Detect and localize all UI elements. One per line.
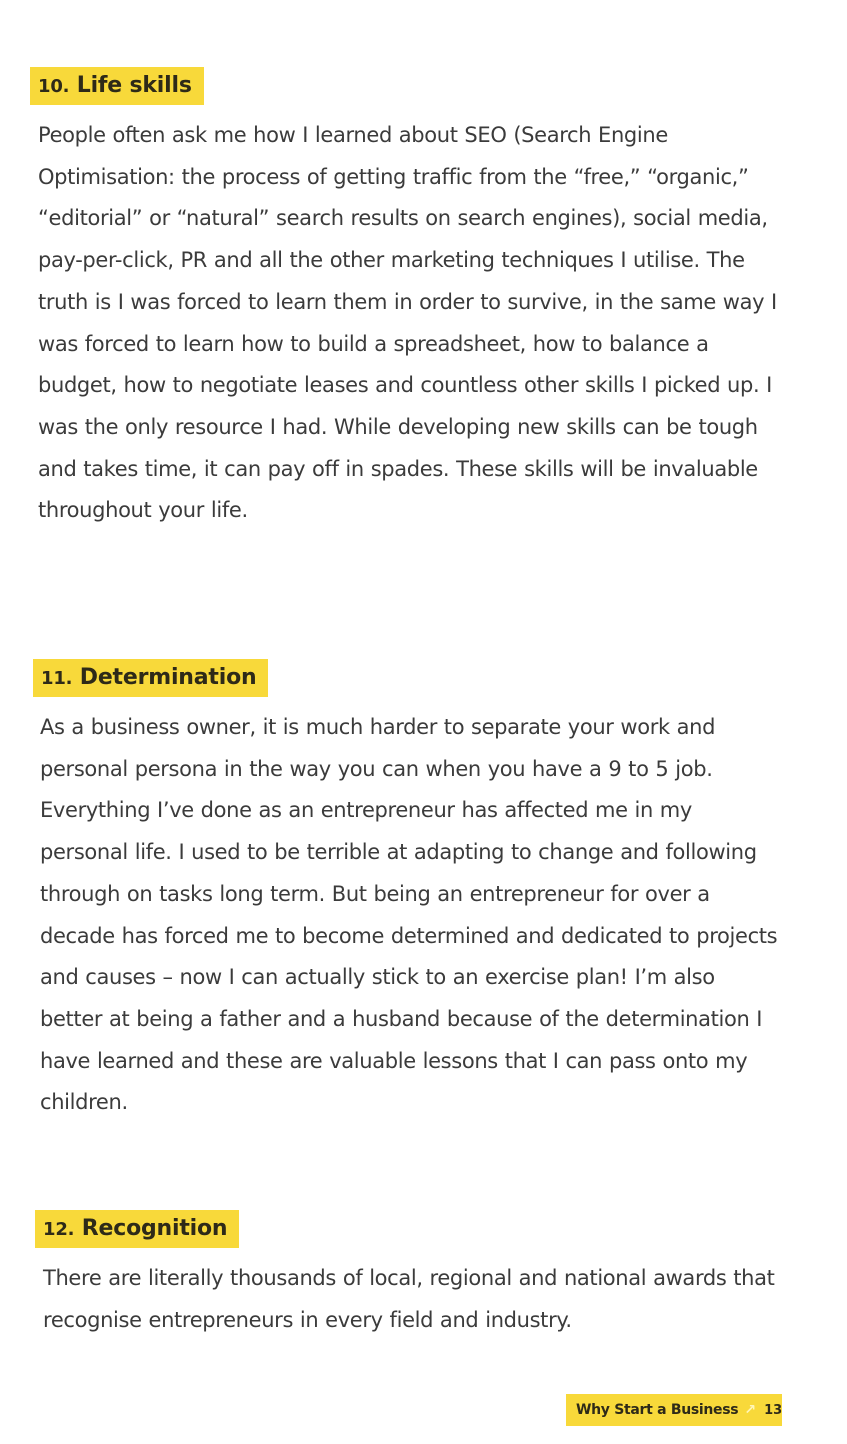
section-title: Recognition bbox=[81, 1216, 228, 1241]
section-title: Determination bbox=[79, 665, 257, 690]
section-number: 11. bbox=[41, 668, 73, 689]
section-heading-determination bbox=[33, 659, 268, 697]
arrow-up-right-icon: ↗ bbox=[744, 1402, 757, 1418]
section-title: Life skills bbox=[76, 73, 192, 98]
section-number: 10. bbox=[38, 76, 70, 97]
section-number: 12. bbox=[43, 1219, 75, 1240]
section-body-life-skills: People often ask me how I learned about SEO (Search Engine Optimisation: the process of getting traffic from the “free,” “organic,” “editorial” or “natural” search results on search engines), social media, pay-per-click, PR and all the other marketing techniques I utilise. The truth is I was forced to learn them in order to survive, in the same way I was forced to learn how to build a spreadsheet, how to balance a budget, how to negotiate leases and countless other skills I picked up. I was the only resource I had. While developing new skills can be tough and takes time, it can pay off in spades. These skills will be invaluable throughout your life. bbox=[38, 123, 777, 523]
page-footer bbox=[566, 1394, 782, 1426]
section-body-recognition: There are literally thousands of local, regional and national awards that recognise entrepreneurs in every field and industry. bbox=[43, 1266, 775, 1332]
section-heading-life-skills bbox=[30, 67, 204, 105]
section-heading-recognition bbox=[35, 1210, 239, 1248]
page-number: 13 bbox=[764, 1402, 783, 1418]
section-body-determination: As a business owner, it is much harder to separate your work and personal persona in the way you can when you have a 9 to 5 job. Everything I’ve done as an entrepreneur has affected me in my personal life. I used to be terrible at adapting to change and following through on tasks long term. But being an entrepreneur for over a decade has forced me to become determined and dedicated to projects and causes – now I can actually stick to an exercise plan! I’m also better at being a father and a husband because of the determination I have learned and these are valuable lessons that I can pass onto my children. bbox=[40, 715, 778, 1115]
book-title: Why Start a Business bbox=[576, 1402, 739, 1418]
